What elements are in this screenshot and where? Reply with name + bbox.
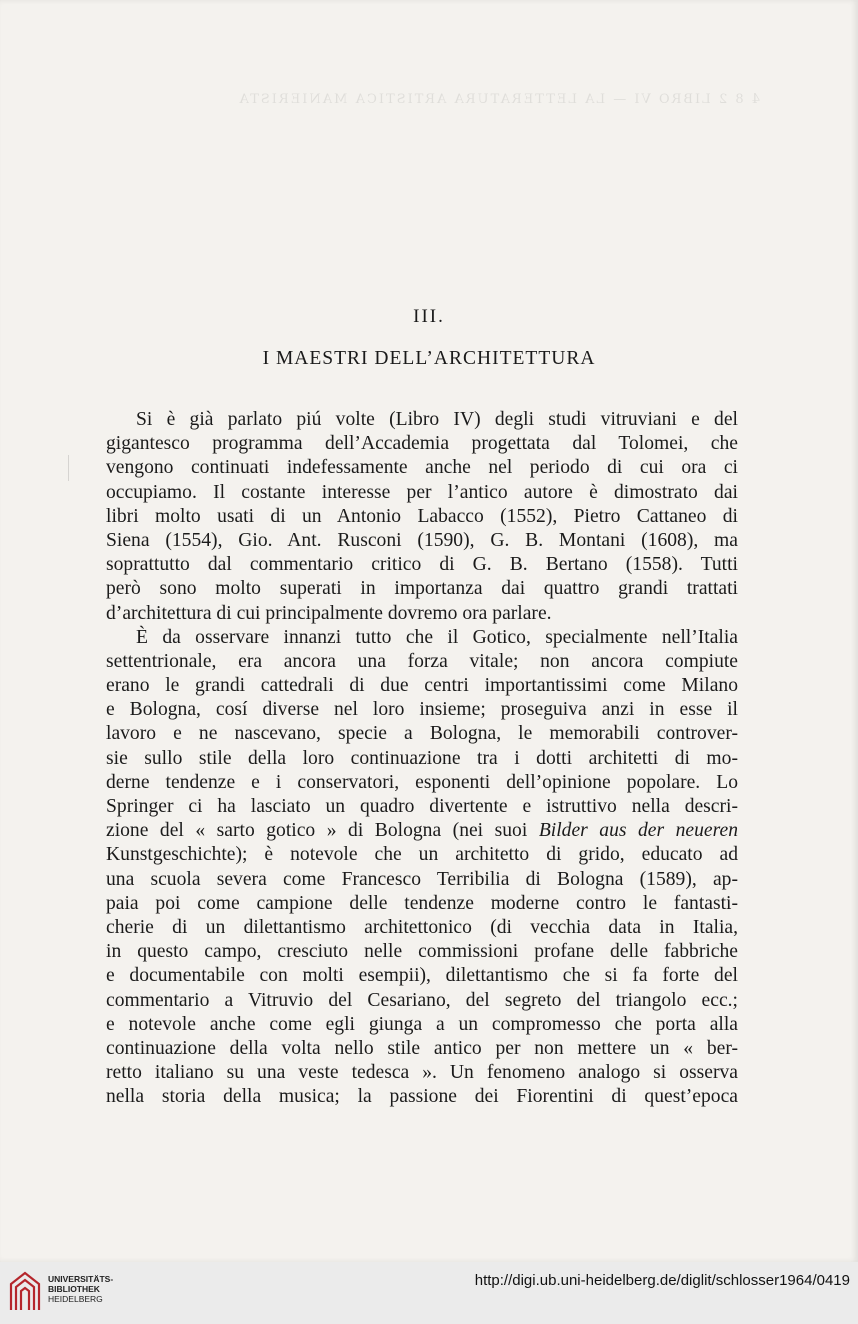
text-line: lavoro e ne nascevano, specie a Bologna, le memorabili controver- bbox=[106, 723, 738, 745]
text-line: gigantesco programma dell’Accademia progettata dal Tolomei, che bbox=[106, 433, 738, 455]
italic-title: Bilder aus der neueren bbox=[538, 820, 739, 842]
chapter-title: I MAESTRI DELL’ARCHITETTURA bbox=[262, 348, 596, 369]
text-line: continuazione della volta nello stile antico per non mettere un « ber- bbox=[106, 1037, 738, 1059]
text-line: retto italiano su una veste tedesca ». Un fenomeno analogo si osserva bbox=[106, 1062, 738, 1084]
permalink-url[interactable]: http://digi.ub.uni-heidelberg.de/diglit/schlosser1964/0419 bbox=[474, 1272, 850, 1289]
body-text bbox=[106, 408, 738, 1109]
institution-line: HEIDELBERG bbox=[48, 1294, 103, 1304]
text-line: però sono molto superati in importanza dai quattro grandi trattati bbox=[106, 578, 738, 600]
text-line: paia poi come campione delle tendenze moderne contro le fantasti- bbox=[106, 892, 738, 914]
text-line: Springer ci ha lasciato un quadro divertente e istruttivo nella descri- bbox=[106, 796, 738, 817]
text-line: erano le grandi cattedrali di due centri importantissimi come Milano bbox=[106, 675, 738, 697]
text-line: e notevole anche come egli giunga a un compromesso che porta alla bbox=[106, 1013, 738, 1035]
chapter-number: III. bbox=[413, 306, 445, 327]
text-line: soprattutto dal commentario critico di G. B. Bertano (1558). Tutti bbox=[106, 554, 738, 576]
text-line: Si è già parlato piú volte (Libro IV) degli studi vitruviani e del bbox=[136, 409, 738, 430]
text-segment: zione del « sarto gotico » di Bologna (nei suoi bbox=[106, 820, 528, 842]
text-line: derne tendenze e i conservatori, esponenti dell’opinione popolare. Lo bbox=[106, 771, 738, 793]
text-line: occupiamo. Il costante interesse per l’antico autore è dimostrato dai bbox=[106, 481, 738, 503]
institution-name bbox=[48, 1274, 113, 1304]
text-line: e documentabile con molti esempii), dilettantismo che si fa forte del bbox=[106, 965, 738, 987]
text-line: vengono continuati indefessamente anche nel periodo di cui ora ci bbox=[106, 457, 738, 479]
show-through-header: 4 8 2 LIBRO VI — LA LETTERATURA ARTISTICA MANIERISTA bbox=[237, 92, 760, 107]
text-line: sie sullo stile della loro continuazione tra i dotti architetti di mo- bbox=[106, 747, 738, 769]
text-line: cherie di un dilettantismo architettonico (di vecchia data in Italia, bbox=[106, 916, 738, 938]
margin-mark bbox=[68, 455, 79, 481]
text-line: libri molto usati di un Antonio Labacco (1552), Pietro Cattaneo di bbox=[106, 505, 738, 527]
text-line: Siena (1554), Gio. Ant. Rusconi (1590), G. B. Montani (1608), ma bbox=[106, 529, 738, 551]
text-line: Kunstgeschichte); è notevole che un architetto di grido, educato ad bbox=[106, 844, 738, 866]
text-line: e Bologna, cosí diverse nel loro insieme; proseguiva anzi in esse il bbox=[106, 699, 738, 721]
text-line: in questo campo, cresciuto nelle commissioni profane delle fabbriche bbox=[106, 941, 738, 963]
text-line-with-italic bbox=[106, 819, 738, 843]
text-line: commentario a Vitruvio del Cesariano, del segreto del triangolo ecc.; bbox=[106, 989, 738, 1011]
library-logo-icon[interactable] bbox=[8, 1270, 42, 1314]
text-line: nella storia della musica; la passione dei Fiorentini di quest’epoca bbox=[106, 1086, 738, 1108]
institution-line: UNIVERSITÄTS- bbox=[48, 1274, 114, 1284]
text-line: d’architettura di cui principalmente dovremo ora parlare. bbox=[106, 602, 552, 624]
text-line: È da osservare innanzi tutto che il Gotico, specialmente nell’Italia bbox=[136, 626, 738, 648]
text-line: settentrionale, era ancora una forza vitale; non ancora compiute bbox=[106, 650, 738, 672]
institution-line: BIBLIOTHEK bbox=[48, 1284, 100, 1294]
text-line: una scuola severa come Francesco Terribilia di Bologna (1589), ap- bbox=[106, 868, 738, 890]
